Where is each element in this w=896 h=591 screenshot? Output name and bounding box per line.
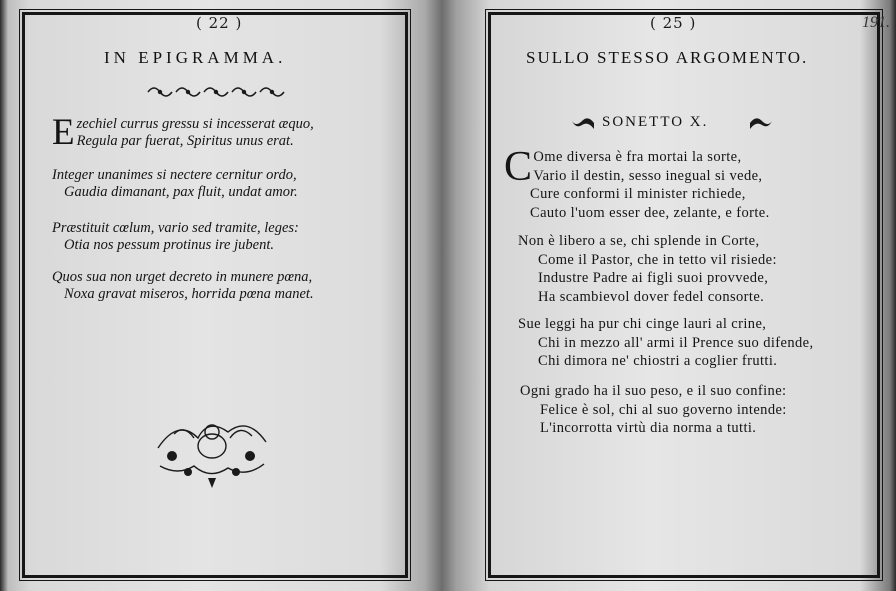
fleuron-band-icon [146, 82, 286, 102]
verse-line: Sue leggi ha pur chi cinge lauri al crine, [518, 316, 767, 332]
verse-line: Ogni grado ha il suo peso, e il suo confine: [520, 383, 787, 399]
left-page-title: IN EPIGRAMMA. [104, 48, 287, 67]
verse-line: Non è libero a se, chi splende in Corte, [518, 233, 760, 249]
verse-line: Noxa gravat miseros, horrida pœna manet. [64, 286, 314, 302]
fleuron-left-icon [572, 116, 596, 130]
epigram-couplet-3 [52, 220, 299, 254]
dropcap-e: E [52, 112, 75, 153]
cherub-vignette-icon [150, 408, 274, 490]
verse-line: L'incorrotta virtù dia norma a tutti. [540, 420, 757, 436]
verse-line: Come il Pastor, che in tetto vil risiede: [538, 251, 777, 268]
left-page [0, 0, 440, 591]
verse-line: Otia nos pessum protinus ire jubent. [64, 237, 274, 253]
verse-line: Gaudia dimanant, pax fluit, undat amor. [64, 184, 298, 200]
right-page-title: SULLO STESSO ARGOMENTO. [526, 48, 809, 67]
verse-line: Ome diversa è fra mortai la sorte, [533, 149, 742, 165]
verse-line: Integer unanimes si nectere cernitur ordo, [52, 167, 297, 183]
dropcap-c: C [504, 144, 533, 190]
sonnet-tercet-2 [520, 382, 787, 438]
right-page-number: ( 25 ) [650, 14, 697, 32]
sonnet-quatrain-2 [518, 232, 777, 306]
verse-line: Regula par fuerat, Spiritus unus erat. [76, 133, 294, 149]
sonnet-tercet-1 [518, 315, 814, 371]
folio-handwritten-number: 191. [862, 14, 890, 31]
verse-line: Industre Padre ai figli suoi provvede, [538, 270, 769, 286]
epigram-couplet-2 [52, 167, 298, 201]
verse-line: Ha scambievol dover fedel consorte. [538, 288, 765, 305]
left-page-number: ( 22 ) [196, 14, 243, 32]
verse-line: Cure conformi il minister richiede, [530, 186, 746, 202]
fleuron-right-icon [748, 116, 772, 130]
verse-line: zechiel currus gressu si incesserat æquo, [76, 116, 314, 132]
verse-line: Præstituit cœlum, vario sed tramite, leges: [52, 220, 299, 236]
sonnet-heading: SONETTO X. [602, 114, 709, 130]
verse-line: Chi dimora ne' chiostri a coglier frutti. [538, 353, 778, 369]
verse-line: Quos sua non urget decreto in munere pœna, [52, 269, 313, 285]
epigram-couplet-1 [52, 112, 314, 153]
verse-line: Felice è sol, chi al suo governo intende: [540, 401, 787, 418]
verse-line: Cauto l'uom esser dee, zelante, e forte. [530, 204, 770, 221]
right-page [446, 0, 896, 591]
sonnet-quatrain-1 [504, 144, 770, 222]
epigram-couplet-4 [52, 269, 314, 303]
verse-line: Vario il destin, sesso inegual si vede, [533, 167, 763, 184]
verse-line: Chi in mezzo all' armi il Prence suo difende, [538, 334, 814, 351]
